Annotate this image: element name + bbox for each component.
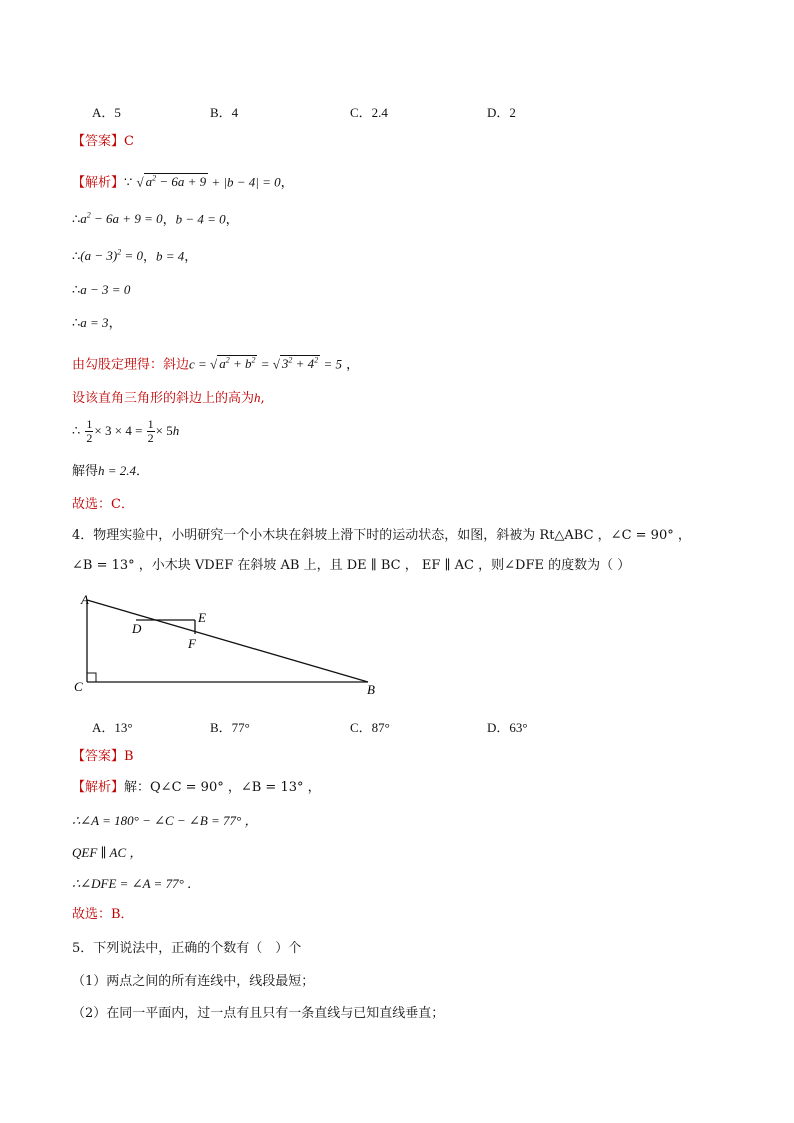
label-c: C	[74, 679, 83, 694]
q3-option-c: C．2.4	[350, 105, 388, 120]
answer-label: 【答案】	[72, 749, 125, 764]
q3-analysis-line-5: ∴a = 3，	[72, 315, 122, 330]
q3-option-b: B．4	[210, 105, 239, 120]
q4-option-a: A．13°	[92, 720, 133, 735]
q3-analysis-line-6: 由勾股定理得：斜边c = √ $a^2 + b^2$ = √ $3^2 + 4^2 = 5$ ，	[72, 356, 360, 373]
label-d: D	[132, 621, 142, 636]
q3-analysis-line-9: 解得h = 2.4．	[72, 463, 150, 479]
q4-stem-line-1: 4．物理实验中，小明研究一个小木块在斜坡上滑下时的运动状态，如图，斜被为 Rt△ABC ，∠C = 90° ，	[72, 528, 691, 543]
q3-analysis-line-8: ∴ $\frac{1}{2}$ × 3 × 4 = $\frac{1}{2}$ × 5h	[72, 417, 180, 445]
answer-label: 【答案】	[72, 134, 125, 149]
q4-stem-line-2: ∠B = 13° ，小木块 VDEF 在斜坡 AB 上，且 DE ∥ BC ， EF ∥ AC ，则∠DFE 的度数为（ ）	[72, 558, 631, 573]
q3-analysis-line-2: $\therefore a^2 - 6a + 9 = 0$，b − 4 = 0，	[72, 211, 239, 227]
q3-conclusion: 故选：C．	[72, 497, 134, 512]
q3-answer	[72, 133, 134, 151]
label-f: F	[188, 636, 196, 651]
q4-triangle-figure	[70, 590, 390, 700]
analysis-label: 【解析】	[72, 175, 125, 191]
q5-item-2: （2）在同一平面内，过一点有且只有一条直线与已知直线垂直；	[72, 1006, 445, 1021]
q4-answer	[72, 748, 134, 766]
q3-option-a: A．5	[92, 105, 121, 120]
label-e: E	[198, 610, 206, 625]
q4-option-d: D．63°	[487, 720, 528, 735]
q3-analysis-line-1: 【解析】∵ √ $a^2 - 6a + 9 + |b - 4| = 0$，	[72, 174, 294, 191]
label-b: B	[367, 682, 375, 697]
label-a: A	[81, 592, 89, 607]
q4-analysis-line-4: ∴∠DFE = ∠A = 77° ．	[72, 876, 201, 891]
q3-option-d: D．2	[487, 105, 516, 120]
answer-value: C	[124, 134, 134, 149]
answer-value: B	[124, 749, 134, 764]
q4-analysis-line-1: 【解析】解：Q∠C = 90° ，∠B = 13° ，	[72, 780, 321, 795]
q3-analysis-line-3: ∴(a − 3)$^2$ = 0，b = 4，	[72, 248, 198, 264]
q5-item-1: （1）两点之间的所有连线中，线段最短；	[72, 974, 315, 989]
q5-stem: 5．下列说法中，正确的个数有（ ）个	[72, 941, 302, 956]
q3-analysis-line-7: 设该直角三角形的斜边上的高为h,	[72, 390, 265, 406]
q4-analysis-line-3: QEF ∥ AC ，	[72, 845, 143, 860]
q4-option-c: C．87°	[350, 720, 390, 735]
q4-analysis-line-2: ∴∠A = 180° − ∠C − ∠B = 77° ，	[72, 813, 258, 828]
analysis-label: 【解析】	[72, 780, 125, 795]
q3-analysis-line-4: ∴a − 3 = 0	[72, 282, 131, 297]
q4-option-b: B．77°	[210, 720, 250, 735]
q4-conclusion: 故选：B．	[72, 907, 134, 922]
